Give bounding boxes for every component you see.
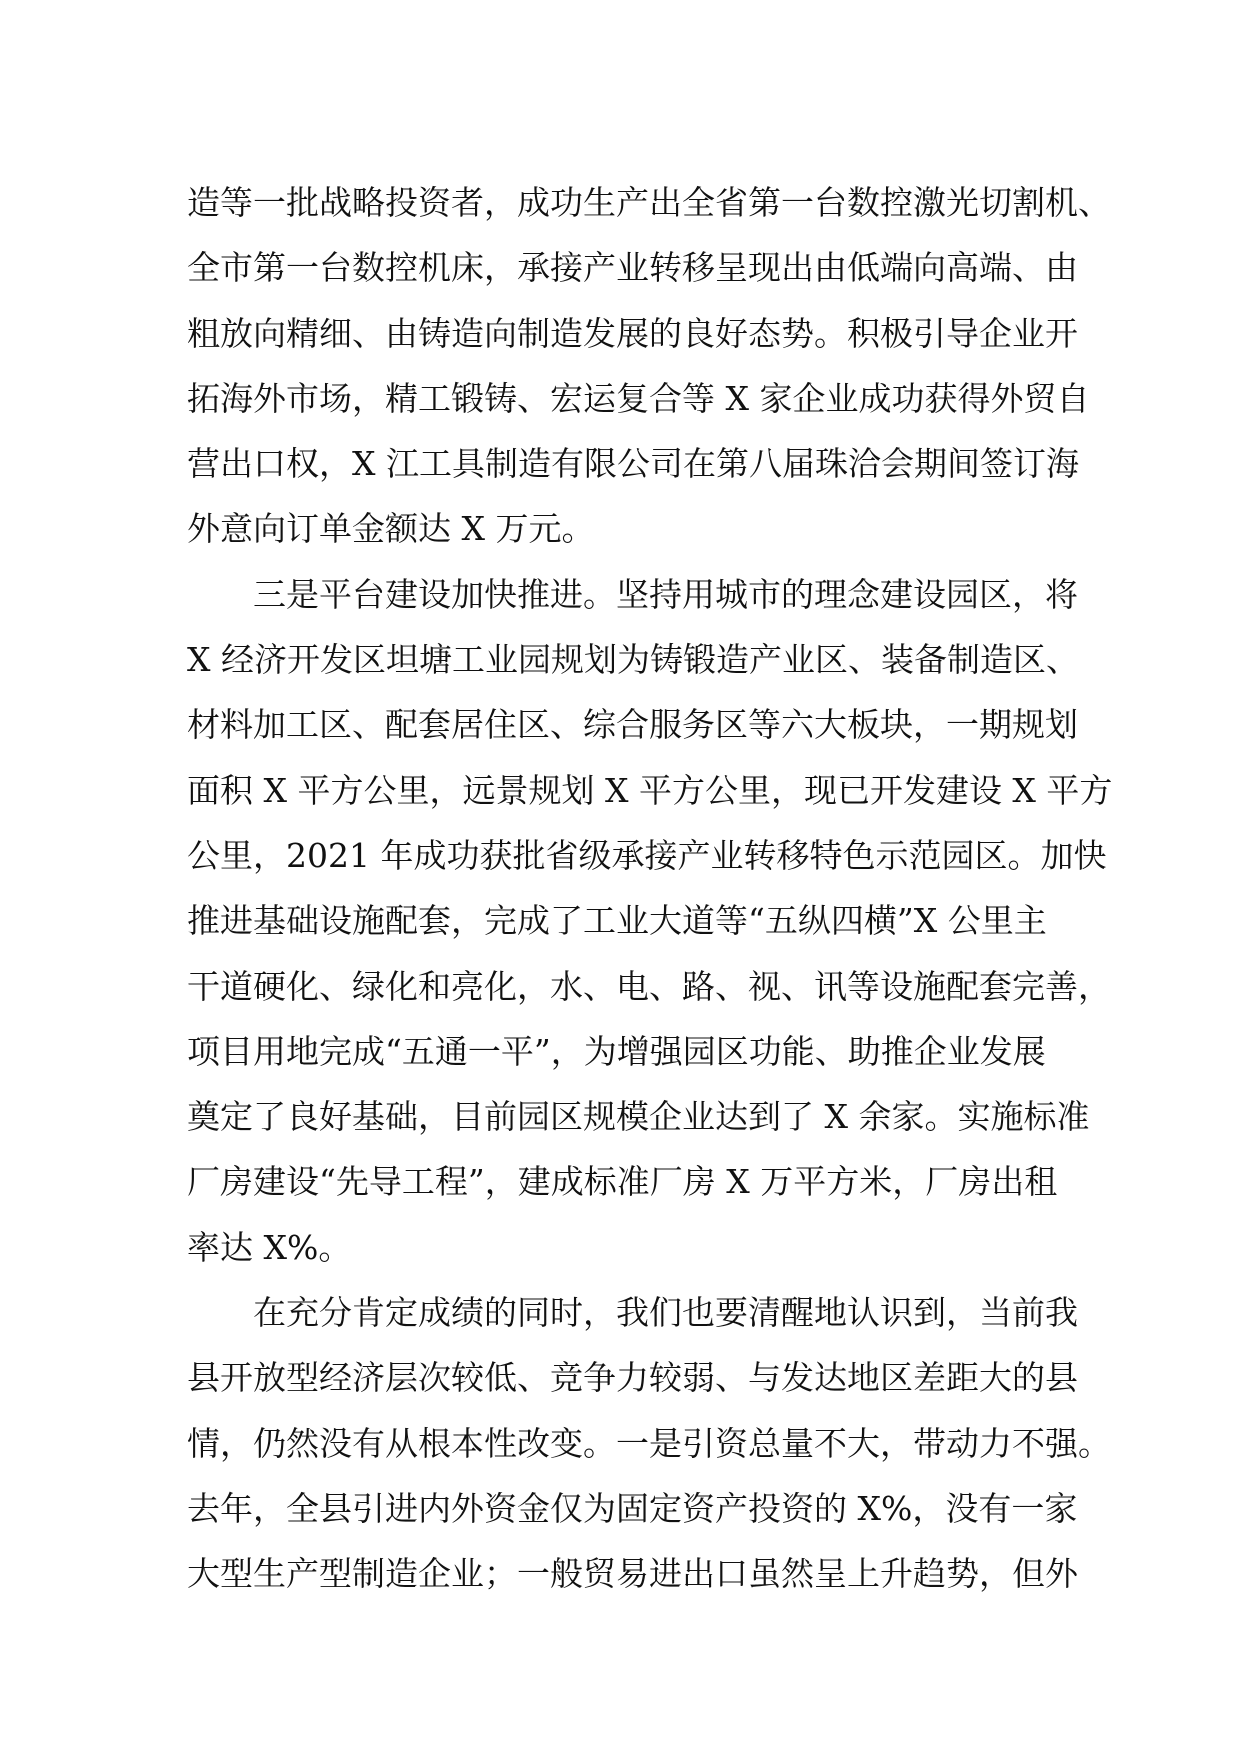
text-line: X 经济开发区坦塘工业园规划为铸锻造产业区、装备制造区、 (187, 640, 1079, 680)
text-line: 奠定了良好基础，目前园区规模企业达到了 X 余家。实施标准 (187, 1097, 1090, 1137)
text-line: 外意向订单金额达 X 万元。 (187, 509, 595, 549)
text-line: 造等一批战略投资者，成功生产出全省第一台数控激光切割机、 (187, 183, 1111, 222)
text-line: 面积 X 平方公里，远景规划 X 平方公里，现已开发建设 X 平方 (187, 770, 1113, 810)
text-line: 大型生产型制造企业；一般贸易进出口虽然呈上升趋势，但外 (187, 1554, 1078, 1594)
text-line: 公里，2021 年成功获批省级承接产业转移特色示范园区。加快 (187, 835, 1107, 875)
text-line: 情，仍然没有从根本性改变。一是引资总量不大，带动力不强。 (187, 1423, 1111, 1463)
text-line: 率达 X%。 (187, 1227, 352, 1267)
text-line: 厂房建设“先导工程”，建成标准厂房 X 万平方米，厂房出租 (187, 1162, 1058, 1202)
body-text (187, 170, 1113, 1607)
text-line: 推进基础设施配套，完成了工业大道等“五纵四横”X 公里主 (187, 901, 1047, 941)
text-line: 材料加工区、配套居住区、综合服务区等六大板块，一期规划 (187, 705, 1078, 745)
text-line: 拓海外市场，精工锻铸、宏运复合等 X 家企业成功获得外贸自 (187, 378, 1090, 418)
text-line: 去年，全县引进内外资金仅为固定资产投资的 X%，没有一家 (187, 1488, 1078, 1528)
text-line-first: 在充分肯定成绩的同时，我们也要清醒地认识到，当前我 (253, 1293, 1078, 1333)
paragraph-3 (187, 1280, 1111, 1606)
text-line: 项目用地完成“五通一平”，为增强园区功能、助推企业发展 (187, 1031, 1046, 1071)
paragraph-1 (187, 170, 1111, 562)
text-line: 干道硬化、绿化和亮化，水、电、路、视、讯等设施配套完善， (187, 966, 1111, 1006)
text-line: 县开放型经济层次较低、竞争力较弱、与发达地区差距大的县 (187, 1358, 1078, 1398)
paragraph-2 (187, 562, 1113, 1280)
text-line-first: 三是平台建设加快推进。坚持用城市的理念建设园区，将 (253, 574, 1078, 614)
text-line: 全市第一台数控机床，承接产业转移呈现出由低端向高端、由 (187, 248, 1078, 288)
text-line: 粗放向精细、由铸造向制造发展的良好态势。积极引导企业开 (187, 313, 1078, 353)
text-line: 营出口权，X 江工具制造有限公司在第八届珠洽会期间签订海 (187, 444, 1079, 484)
